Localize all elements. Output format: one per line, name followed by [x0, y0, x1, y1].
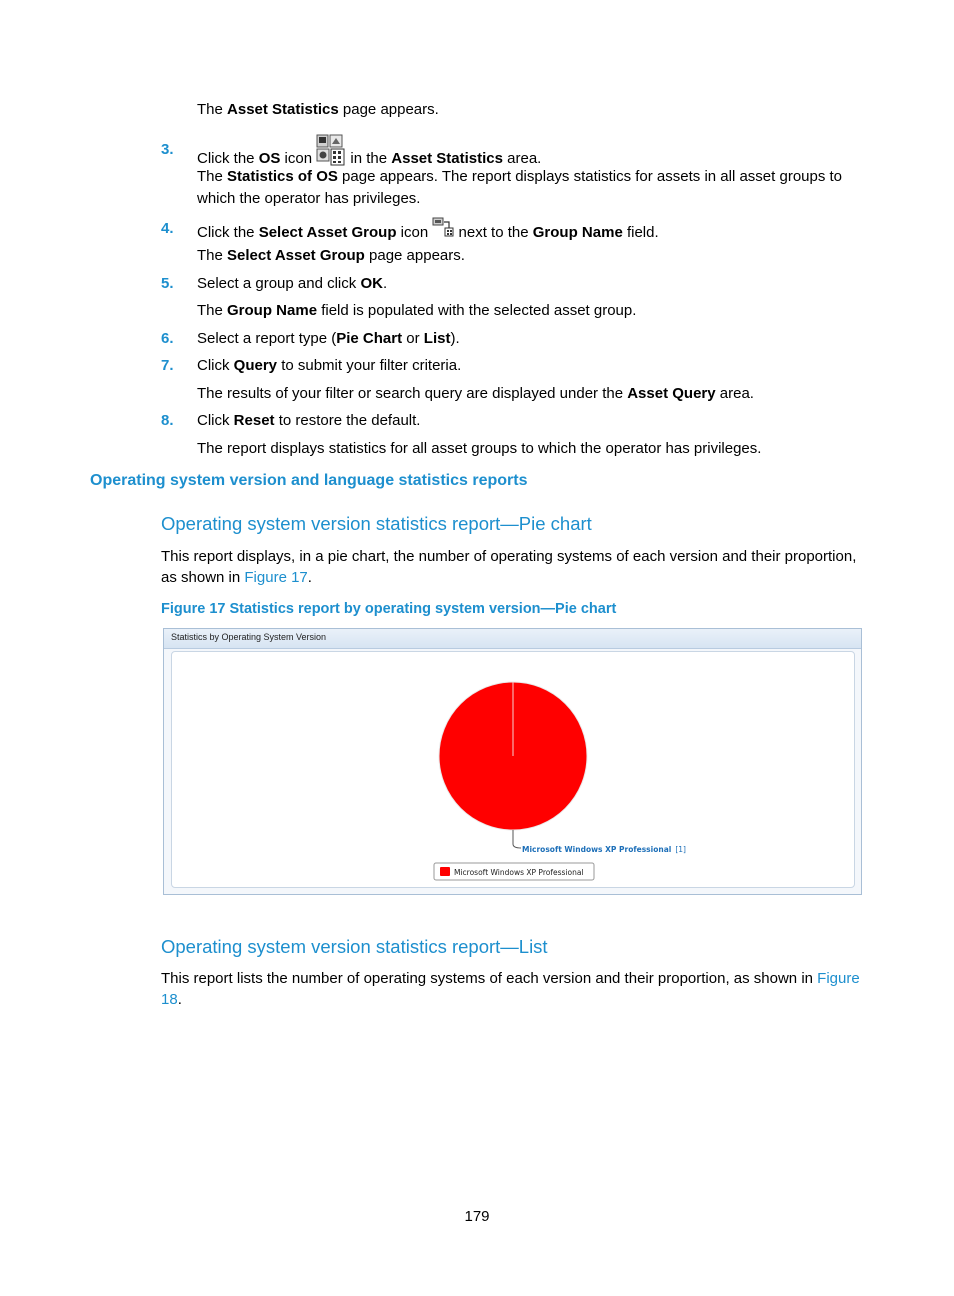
- slice-count-label: [1]: [675, 845, 686, 854]
- step3-result-line1: [197, 167, 842, 187]
- text: as shown in: [161, 569, 245, 586]
- step-number: 6.: [161, 330, 174, 347]
- text: ).: [450, 330, 460, 347]
- text: Select a group and click: [197, 275, 361, 292]
- text: page appears.: [364, 247, 465, 264]
- text: icon: [396, 223, 433, 241]
- text: This report lists the number of operating systems of each version and their proportion, as shown in: [161, 970, 818, 987]
- step6: [197, 329, 460, 349]
- text: Click: [197, 412, 234, 429]
- text: The: [197, 247, 228, 264]
- step8-result: The report displays statistics for all asset groups to which the operator has privileges.: [197, 440, 762, 457]
- text: The results of your filter or search query are displayed under the: [197, 385, 628, 402]
- paragraph-line: [161, 969, 860, 989]
- chart-panel-header: [164, 629, 861, 649]
- step-number: 3.: [161, 141, 174, 158]
- bold-term: Reset: [233, 412, 275, 429]
- step7: [197, 356, 461, 376]
- step4: [197, 219, 659, 247]
- text: Click: [197, 357, 234, 374]
- bold-term: Statistics of OS: [227, 168, 338, 185]
- page-number: 179: [464, 1208, 490, 1225]
- text: area.: [715, 385, 754, 402]
- text: The: [197, 101, 228, 118]
- step-number: 4.: [161, 220, 174, 237]
- slice-leader-line: [513, 830, 521, 848]
- text: page appears. The report displays statistics for assets in all asset groups to: [337, 168, 843, 185]
- text: Select a report type (: [197, 330, 337, 347]
- figure-18-link[interactable]: Figure: [817, 970, 860, 987]
- text: The: [197, 168, 228, 185]
- figure-18-link[interactable]: 18: [161, 991, 178, 1008]
- subsection-heading-list: Operating system version statistics report—List: [161, 936, 548, 957]
- step-number: 5.: [161, 275, 174, 292]
- step-number: 8.: [161, 412, 174, 429]
- text: field is populated with the selected asset group.: [317, 302, 637, 319]
- bold-term: Group Name: [532, 223, 623, 241]
- paragraph-line: [161, 568, 312, 588]
- text: field.: [622, 223, 659, 241]
- paragraph-line: [161, 990, 182, 1010]
- text: to submit your filter criteria.: [277, 357, 462, 374]
- slice-label: Microsoft Windows XP Professional: [522, 845, 672, 854]
- step5: [197, 274, 387, 294]
- chart-body: [171, 651, 855, 888]
- text: area.: [502, 149, 542, 167]
- section-heading: Operating system version and language statistics reports: [90, 472, 528, 489]
- text: next to the: [454, 223, 533, 241]
- text: icon: [280, 149, 317, 167]
- step-number: 7.: [161, 357, 174, 374]
- step7-result: [197, 384, 754, 404]
- text: or: [402, 330, 424, 347]
- step8: [197, 411, 420, 431]
- pie-chart: [172, 652, 854, 887]
- step2-result: [197, 100, 439, 120]
- text: Click the: [197, 149, 259, 167]
- bold-term: Asset Query: [627, 385, 716, 402]
- step3-result-line2: which the operator has privileges.: [197, 190, 421, 207]
- bold-term: Asset Statistics: [227, 101, 339, 118]
- bold-term: OS: [258, 149, 281, 167]
- step5-result: [197, 301, 636, 321]
- text: to restore the default.: [274, 412, 421, 429]
- legend-entry: Microsoft Windows XP Professional: [454, 868, 584, 877]
- legend-swatch: [440, 867, 450, 876]
- bold-term: Query: [233, 357, 278, 374]
- bold-term: Select Asset Group: [258, 223, 397, 241]
- chart-title: Statistics by Operating System Version: [171, 632, 327, 642]
- figure-caption: Figure 17 Statistics report by operating system version—Pie chart: [161, 601, 617, 617]
- chart-legend: [434, 863, 594, 880]
- select-asset-group-icon: [432, 216, 454, 244]
- bold-term: List: [423, 330, 451, 347]
- text: page appears.: [338, 101, 439, 118]
- text: .: [177, 991, 182, 1008]
- bold-term: Select Asset Group: [227, 247, 365, 264]
- bold-term: Asset Statistics: [391, 149, 503, 167]
- text: The: [197, 302, 228, 319]
- text: .: [307, 569, 312, 586]
- subsection-heading-pie: Operating system version statistics report—Pie chart: [161, 513, 592, 534]
- step4-result: [197, 246, 465, 266]
- figure-17-link[interactable]: Figure 17: [244, 569, 308, 586]
- chart-panel: [163, 628, 862, 895]
- bold-term: Group Name: [227, 302, 318, 319]
- text: Click the: [197, 223, 259, 241]
- text: in the: [346, 149, 392, 167]
- bold-term: Pie Chart: [336, 330, 403, 347]
- paragraph-line: This report displays, in a pie chart, the number of operating systems of each version and their proportion,: [161, 548, 857, 565]
- text: .: [382, 275, 388, 292]
- bold-term: OK: [360, 275, 383, 292]
